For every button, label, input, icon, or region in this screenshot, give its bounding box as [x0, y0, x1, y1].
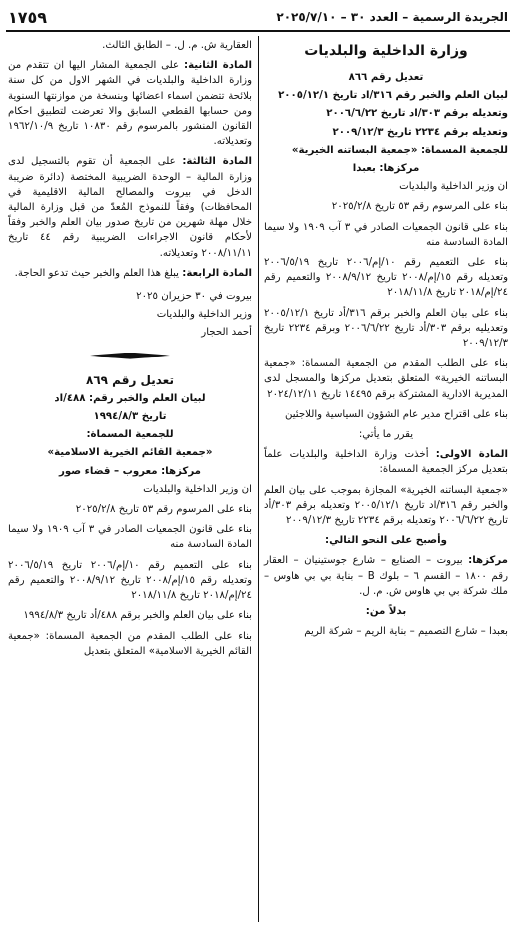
decision-intro: يقرر ما يأتي: [358, 429, 414, 441]
gazette-issue-title: الجريدة الرسمية – العدد ٣٠ – ٢٠٢٥/٧/١٠ [276, 10, 508, 24]
left-column [8, 38, 252, 664]
page-number: ١٧٥٩ [8, 7, 48, 27]
paragraph: بناء على بيان العلم والخبر برقم ٣١٦/أد تاريخ ٢٠٠٥/١٢/١ وتعديليه برقم ٣٠٣/أد تاريخ ٢٠٠٦/٦/٢٢ وبرقم ٢٢٣٤ تاريخ ٢٠٠٩/١٢/٣ [264, 307, 509, 350]
article-text: يبلغ هذا العلم والخبر حيث تدعو الحاجة. [14, 267, 179, 279]
new-center [264, 553, 508, 599]
continuation: العقارية ش. م. ل. – الطابق الثالث. [102, 40, 252, 51]
article-text: على الجمعية المشار اليها ان تتقدم من وزارة الداخلية والبلديات في الشهر الاول من كل سنة بلائحة تتضمن اسماء اعضائها وبنسخة من موازنتها السنوية ومن حسابها القطعي السابق والا تعرضت لتطبيق احكام القانون المنشور بالمرسوم رقم ١٠٨٣٠ تاريخ ١٩٦٢/١٠/٩ وتعديلاته. [8, 60, 252, 148]
subtitle-line: للجمعية المسماة: «جمعية البساتنه الخيرية» [291, 144, 508, 156]
article-text: أخذت وزارة الداخلية والبلديات علماً بتعديل مركز الجمعية المسماة: [264, 449, 508, 476]
subtitle-line: وتعديله برقم ٢٢٣٤ تاريخ ٢٠٠٩/١٢/٣ [332, 126, 508, 138]
signature-place-date: بيروت في ٣٠ حزيران ٢٠٢٥ [136, 291, 252, 303]
paragraph: ان وزير الداخلية والبلديات [399, 181, 508, 193]
subtitle-line: للجمعية المسماة: [86, 429, 174, 441]
article-2 [8, 58, 252, 149]
article-4 [8, 266, 252, 281]
signature-block [8, 289, 252, 341]
old-center: بعبدا – شارع التصميم – بناية الريم – شركة الريم [304, 626, 508, 638]
center-label: مركزها: [468, 555, 508, 567]
section-separator [90, 353, 170, 361]
became-label: وأصبح على النحو التالي: [325, 535, 447, 547]
article-label: المادة الثالثة: [182, 156, 252, 168]
subtitle-line: تاريخ ١٩٩٤/٨/٣ [93, 411, 167, 423]
article-label: المادة الاولى: [435, 449, 508, 461]
instead-label: بدلاً من: [365, 606, 407, 618]
amendment-subtitle [264, 88, 508, 176]
amendment-subtitle [8, 391, 252, 479]
article-1-body: «جمعية البساتنه الخيرية» المجازة بموجب على بيان العلم والخبر رقم ٣١٦/اد تاريخ ٢٠٠٥/١٢/١ وتعديله برقم ٣٠٣/أد تاريخ ٢٠٠٦/٦/٢٢ وتعديله برقم ٢٢٣٤ تاريخ ٢٠٠٩/١٢/٣ [264, 484, 509, 527]
article-label: المادة الثانية: [184, 60, 252, 72]
subtitle-line: لبيان العلم والخبر رقم: ٤٨٨/اد [54, 392, 206, 404]
paragraph: بناء على التعميم رقم ١٠/إم/٢٠٠٦ تاريخ ٢٠٠٦/٥/١٩ وتعديله رقم ١٥/إم/٢٠٠٨ تاريخ ٢٠٠٨/٩/١٢ والتعميم رقم ٢٤/إم/٢٠١٨ تاريخ ٢٠١٨/١١/٨ [264, 257, 509, 299]
subtitle-line: مركزها: بعبدا [352, 163, 420, 175]
paragraph: بناء على الطلب المقدم من الجمعية المسماة: «جمعية القائم الخيرية الاسلامية» المتعلق بتعديل [8, 630, 252, 657]
subtitle-line: «جمعية القائم الخيرية الاسلامية» [47, 447, 213, 459]
subtitle-line: مركزها: معروب – قضاء صور [59, 465, 201, 477]
header-rule [6, 30, 510, 32]
paragraph: ان وزير الداخلية والبلديات [143, 483, 252, 495]
paragraph: بناء على قانون الجمعيات الصادر في ٣ آب ١٩٠٩ ولا سيما المادة السادسة منه [264, 221, 508, 248]
column-divider [258, 36, 259, 922]
article-3 [8, 154, 252, 260]
paragraph: بناء على اقتراح مدير عام الشؤون السياسية واللاجئين [284, 408, 508, 420]
signature-name: أحمد الحجار [201, 327, 252, 339]
amendment-number: تعديل رقم ٨٦٦ [348, 72, 424, 83]
paragraph: بناء على بيان العلم والخبر برقم ٤٨٨/أد تاريخ ١٩٩٤/٨/٣ [23, 610, 252, 622]
right-column [264, 38, 508, 645]
article-text: على الجمعية أن تقوم بالتسجيل لدى وزارة المالية – الوحدة الضريبية المختصة (دائرة ضريبة الدخل في بيروت والمصالح المالية الاقليمية في المحافظات) وفقاً للنموذج المُعدّ من قبل وزارة المالية خلال مهلة شهرين من تاريخ صدور بيان العلم والخبر وفقاً لأحكام قانون الاجراءات الضريبية رقم ٤٤ تاريخ ٢٠٠٨/١١/١١ وتعديلاته. [8, 156, 252, 259]
signature-role: وزير الداخلية والبلديات [156, 309, 252, 321]
center-text: بيروت – الصنايع – شارع جوستينيان – العقار رقم ١٨٠٠ – القسم ٦ – بلوك B – بناية بي بي هاوس – ملك شركة بي بي هاوس ش. م. ل. [264, 555, 509, 597]
subtitle-line: لبيان العلم والخبر رقم ٣١٦/اد تاريخ ٢٠٠٥/١٢/١ [278, 90, 508, 102]
paragraph: بناء على المرسوم رقم ٥٣ تاريخ ٢٠٢٥/٢/٨ [75, 504, 252, 516]
article-1 [264, 447, 508, 477]
amendment-number: تعديل رقم ٨٦٩ [86, 372, 174, 387]
page-header [8, 6, 508, 28]
paragraph: بناء على قانون الجمعيات الصادر في ٣ آب ١٩٠٩ ولا سيما المادة السادسة منه [8, 524, 252, 551]
subtitle-line: وتعديله برقم ٣٠٣/اد تاريخ ٢٠٠٦/٦/٢٢ [326, 108, 508, 120]
paragraph: بناء على الطلب المقدم من الجمعية المسماة: «جمعية البساتنه الخيرية» المتعلق بتعديل مركزها والمسجل لدى المديرية الادارية المشتركة برقم ١٤٤٩٥ تاريخ ٢٠٢٤/١٢/١١ [264, 358, 508, 400]
article-label: المادة الرابعة: [182, 267, 252, 279]
ministry-title: وزارة الداخلية والبلديات [304, 43, 468, 59]
paragraph: بناء على المرسوم رقم ٥٣ تاريخ ٢٠٢٥/٢/٨ [331, 201, 508, 213]
paragraph: بناء على التعميم رقم ١٠/إم/٢٠٠٦ تاريخ ٢٠٠٦/٥/١٩ وتعديله رقم ١٥/إم/٢٠٠٨ تاريخ ٢٠٠٨/٩/١٢ والتعميم رقم ٢٤/إم/٢٠١٨ تاريخ ٢٠١٨/١١/٨ [8, 559, 253, 602]
